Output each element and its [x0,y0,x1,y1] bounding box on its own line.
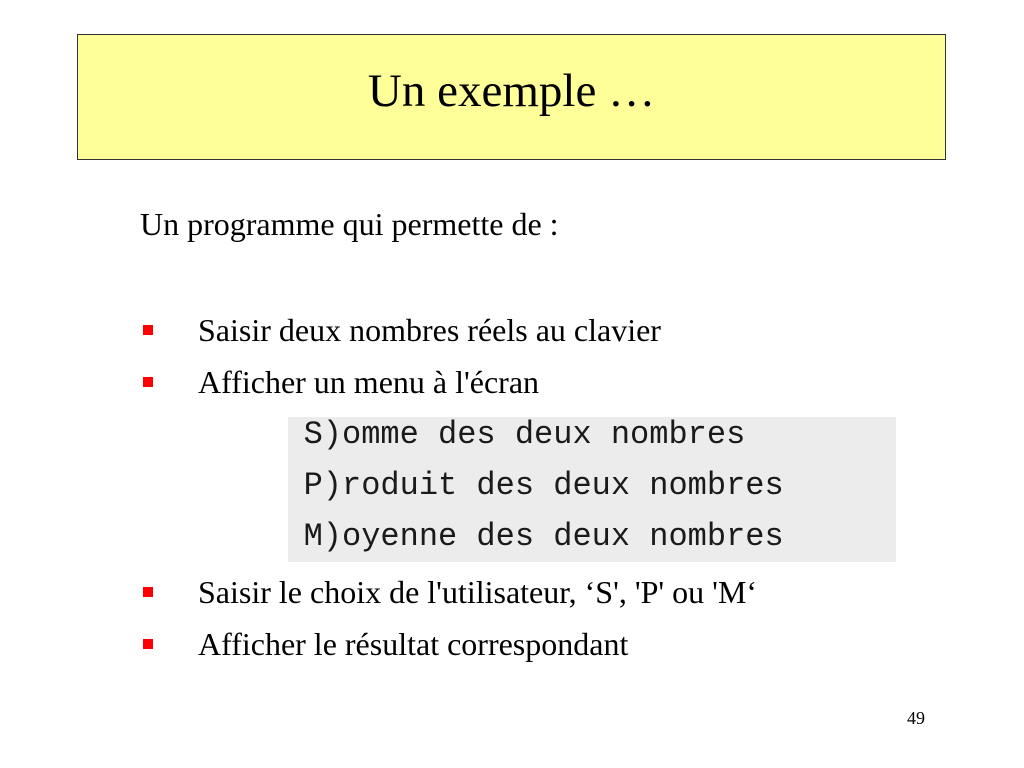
menu-key: S) [303,416,342,453]
menu-key: M) [303,518,342,555]
square-bullet-icon [143,587,153,597]
slide-title-box [77,34,946,160]
menu-line [288,462,784,510]
menu-line [288,513,784,561]
intro-text: Un programme qui permette de : [140,206,559,242]
square-bullet-icon [143,639,153,649]
page-number: 49 [907,708,925,728]
menu-key: P) [303,467,342,504]
square-bullet-icon [143,325,153,335]
menu-text: oyenne des deux nombres [342,518,784,555]
menu-code-block [288,417,896,562]
slide-title: Un exemple … [367,64,656,117]
menu-text: omme des deux nombres [342,416,746,453]
square-bullet-icon [143,377,153,387]
bullet-text: Afficher un menu à l'écran [198,364,540,400]
menu-text: roduit des deux nombres [342,467,784,504]
bullet-text: Afficher le résultat correspondant [198,626,629,662]
bullet-text: Saisir le choix de l'utilisateur, ‘S', 'P' ou 'M‘ [198,574,758,610]
menu-line [288,411,745,459]
bullet-text: Saisir deux nombres réels au clavier [198,312,661,348]
